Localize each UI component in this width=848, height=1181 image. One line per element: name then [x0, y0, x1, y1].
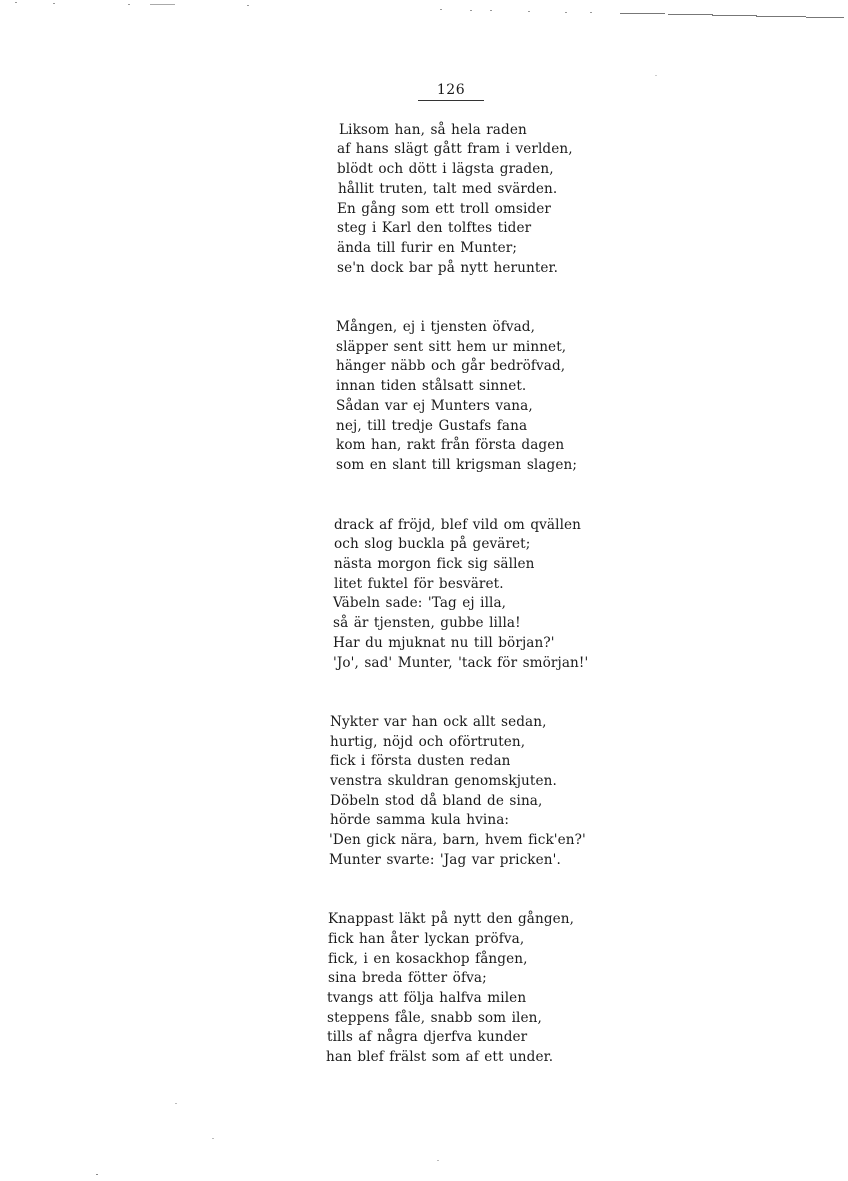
page-number-rule: [418, 100, 484, 101]
verse-line: af hans slägt gått fram i verlden,: [337, 141, 573, 157]
verse-line: drack af fröjd, blef vild om qvällen: [334, 517, 582, 533]
verse-line: se'n dock bar på nytt herunter.: [337, 260, 559, 276]
verse-line: steg i Karl den tolftes tider: [337, 220, 532, 236]
verse-line: som en slant till krigsman slagen;: [336, 457, 578, 473]
verse-line: så är tjensten, gubbe lilla!: [333, 615, 521, 631]
verse-line: hänger näbb och går bedröfvad,: [336, 358, 566, 374]
verse-line: sina breda fötter öfva;: [328, 970, 487, 986]
verse-line: Väbeln sade: 'Tag ej illa,: [333, 595, 507, 611]
verse-line: fick han åter lyckan pröfva,: [328, 931, 525, 947]
verse-line: kom han, rakt från första dagen: [336, 437, 565, 453]
verse-line: hållit truten, talt med svärden.: [338, 181, 558, 197]
verse-line: Sådan var ej Munters vana,: [336, 398, 533, 414]
verse-line: och slog buckla på geväret;: [334, 536, 531, 552]
verse-line: Döbeln stod då bland de sina,: [330, 793, 543, 809]
verse-line: hörde samma kula hvina:: [330, 812, 510, 828]
verse-line: fick, i en kosackhop fången,: [328, 951, 528, 967]
verse-line: ända till furir en Munter;: [337, 240, 517, 256]
verse-line: 'Den gick nära, barn, hvem fick'en?': [329, 832, 586, 848]
verse-line: innan tiden stålsatt sinnet.: [336, 378, 527, 394]
verse-line: hurtig, nöjd och oförtruten,: [330, 734, 526, 750]
verse-line: tvangs att följa halfva milen: [327, 990, 527, 1006]
verse-line: Liksom han, så hela raden: [339, 122, 527, 138]
verse-line: nästa morgon fick sig sällen: [334, 556, 535, 572]
verse-line: tills af några djerfva kunder: [327, 1029, 528, 1045]
verse-line: En gång som ett troll omsider: [337, 201, 551, 217]
verse-line: fick i första dusten redan: [330, 753, 511, 769]
verse-line: Mången, ej i tjensten öfvad,: [336, 319, 536, 335]
verse-line: Nykter var han ock allt sedan,: [330, 714, 547, 730]
verse-line: steppens fåle, snabb som ilen,: [327, 1010, 542, 1026]
verse-line: venstra skuldran genomskjuten.: [330, 773, 557, 789]
verse-line: Munter svarte: 'Jag var pricken'.: [329, 852, 561, 868]
verse-line: Har du mjuknat nu till början?': [333, 635, 555, 651]
verse-line: blödt och dött i lägsta graden,: [337, 161, 554, 177]
verse-line: släpper sent sitt hem ur minnet,: [336, 339, 567, 355]
verse-line: 'Jo', sad' Munter, 'tack för smörjan!': [333, 655, 589, 671]
verse-line: litet fuktel för besväret.: [334, 576, 504, 592]
verse-line: nej, till tredje Gustafs fana: [336, 418, 528, 434]
verse-line: Knappast läkt på nytt den gången,: [328, 911, 575, 927]
verse-line: han blef frälst som af ett under.: [326, 1049, 554, 1065]
page-number: 126: [436, 82, 466, 98]
